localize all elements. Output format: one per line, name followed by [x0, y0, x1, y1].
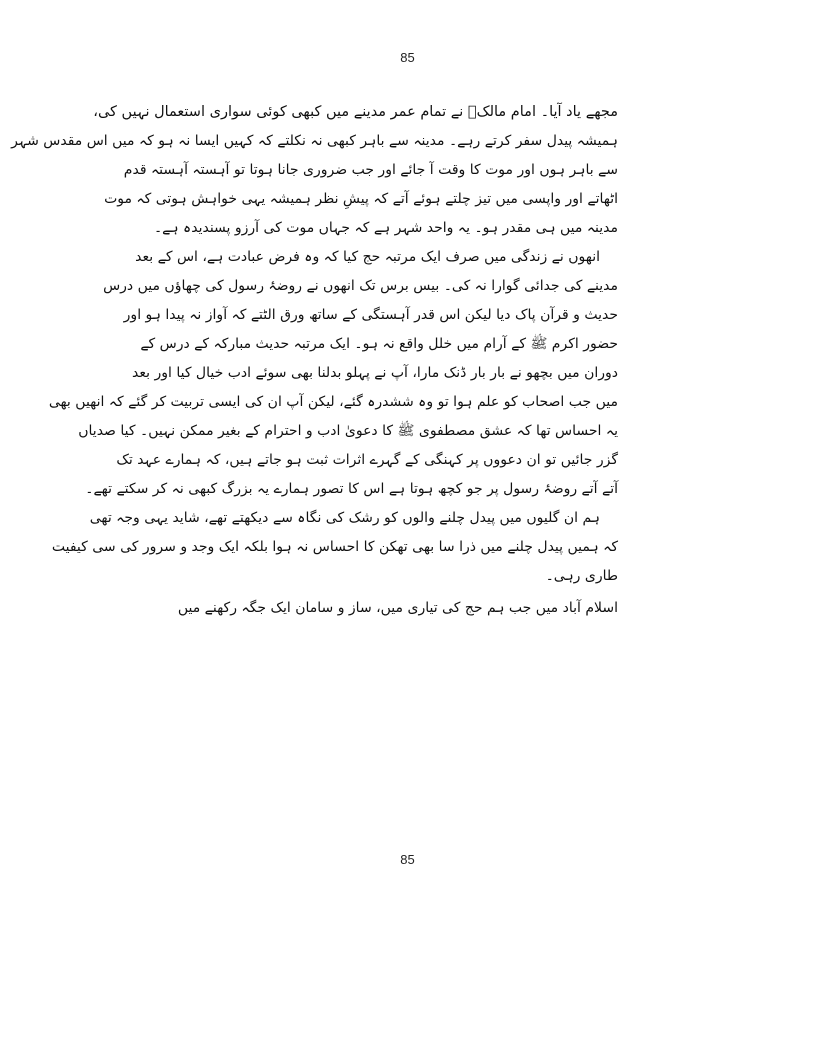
text-line: طاری رہی۔ [545, 568, 618, 584]
text-line: مدینے کی جدائی گوارا نہ کی۔ بیس برس تک انھوں نے روضۂ رسول کی چھاؤں میں درس [103, 278, 618, 294]
text-line: حدیث و قرآن پاک دیا لیکن اس قدر آہستگی کے ساتھ ورق الٹتے کہ آواز نہ پیدا ہو اور [123, 307, 618, 323]
text-line: گزر جائیں تو ان دعووں پر کہنگی کے گہرے اثرات ثبت ہو جاتے ہیں، کہ ہمارے عہد تک [116, 452, 618, 468]
text-line: کہ ہمیں پیدل چلنے میں ذرا سا بھی تھکن کا احساس نہ ہوا بلکہ ایک وجد و سرور کی سی کیفیت [51, 539, 618, 555]
text-line: دوران میں بچھو نے بار بار ڈنک مارا، آپ نے پہلو بدلنا بھی سوئے ادب خیال کیا اور بعد [132, 365, 618, 381]
text-line: آتے آتے روضۂ رسول پر جو کچھ ہوتا ہے اس کا تصور ہمارے یہ بزرگ کبھی نہ کر سکتے تھے۔ [85, 481, 618, 497]
text-line: اسلام آباد میں جب ہم حج کی تیاری میں، ساز و سامان ایک جگہ رکھنے میں [177, 600, 618, 616]
text-line: ہم ان گلیوں میں پیدل چلنے والوں کو رشک کی نگاہ سے دیکھتے تھے، شاید یہی وجہ تھی [89, 510, 600, 526]
text-line: سے باہر ہوں اور موت کا وقت آ جائے اور جب ضروری جانا ہوتا تو آہستہ آہستہ قدم [123, 162, 618, 178]
text-block [11, 98, 618, 623]
page-number-top: 85 [400, 50, 415, 65]
text-line: یہ احساس تھا کہ عشق مصطفوی ﷺ کا دعویٰ ادب و احترام کے بغیر ممکن نہیں۔ کیا صدیاں [78, 423, 618, 439]
text-line: حضور اکرم ﷺ کے آرام میں خلل واقع نہ ہو۔ ایک مرتبہ حدیث مبارکہ کے درس کے [140, 336, 618, 352]
text-line: مدینہ میں ہی مقدر ہو۔ یہ واحد شہر ہے کہ جہاں موت کی آرزو پسندیدہ ہے۔ [153, 220, 618, 236]
text-line: انھوں نے زندگی میں صرف ایک مرتبہ حج کیا کہ وہ فرض عبادت ہے، اس کے بعد [135, 249, 600, 265]
text-line: ہمیشہ پیدل سفر کرتے رہے۔ مدینہ سے باہر کبھی نہ نکلتے کہ کہیں ایسا نہ ہو کہ میں اس مقدس شہر [11, 133, 618, 149]
page-number-bottom: 85 [400, 852, 415, 867]
text-line: اٹھاتے اور واپسی میں تیز چلتے ہوئے آتے کہ پیشِ نظر ہمیشہ یہی خواہش ہوتی کہ موت [104, 191, 618, 207]
text-line: میں جب اصحاب کو علم ہوا تو وہ ششدرہ گئے، لیکن آپ ان کی ایسی تربیت کر گئے کہ انھیں بھی [48, 394, 618, 410]
text-line: مجھے یاد آیا۔ امام مالکؒ نے تمام عمر مدینے میں کبھی کوئی سواری استعمال نہیں کی، [93, 104, 618, 120]
